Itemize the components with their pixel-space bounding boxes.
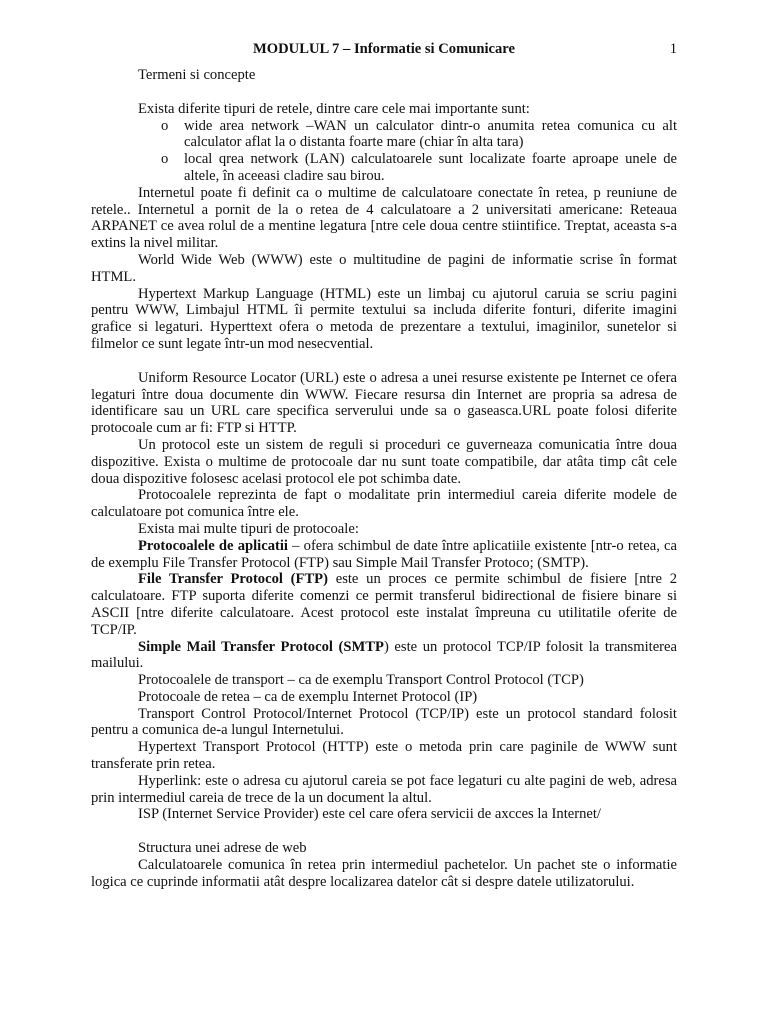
text-app-protocols: – ofera schimbul de date între aplicatiile existente [ntr-o retea, ca de exemplu File Transfer Protocol (FTP) sau Simple Mail Transfer Protoco; (SMTP). <box>91 537 677 571</box>
paragraph-smtp <box>91 639 677 673</box>
paragraph-isp: ISP (Internet Service Provider) este cel care ofera servicii de axcces la Internet/ <box>138 806 601 823</box>
paragraph-transport: Protocoalele de transport – ca de exemplu Transport Control Protocol (TCP) <box>138 672 584 689</box>
section-heading-structura: Structura unei adrese de web <box>138 840 307 857</box>
paragraph-url: Uniform Resource Locator (URL) este o adresa a unei resurse existente pe Internet ce ofera legaturi între doua documente din WWW. Fiecare resursa din Internet are propria sa adresa de identificare sau un URL care specifica serverului unde sa o gaseasca.URL poate folosi diferite protocoale cum ar fi: FTP si HTTP. <box>91 369 677 437</box>
intro-paragraph: Exista diferite tipuri de retele, dintre care cele mai importante sunt: <box>138 100 530 117</box>
page-number: 1 <box>669 41 677 57</box>
paragraph-http: Hypertext Transport Protocol (HTTP) este o metoda prin care paginile de WWW sunt transferate prin retea. <box>91 739 677 773</box>
paragraph-app-protocols <box>91 538 677 572</box>
network-types-list <box>91 118 677 185</box>
paragraph-protocoalele: Protocoalele reprezinta de fapt o modalitate prin intermediul careia diferite modele de calculatoare pot comunica între ele. <box>91 487 677 521</box>
list-item-wan: o wide area network –WAN un calculator dintr-o anumita retea comunica cu alt calculator aflat la o distanta foarte mare (chiar în alta tara) <box>184 118 677 152</box>
term-ftp: File Transfer Protocol (FTP) <box>138 571 328 588</box>
term-smtp: Simple Mail Transfer Protocol (SMTP <box>138 638 384 655</box>
paragraph-www: World Wide Web (WWW) este o multitudine de pagini de informatie scrise în format HTML. <box>91 251 677 285</box>
paragraph-protocol: Un protocol este un sistem de reguli si proceduri ce guverneaza comunicatia între doua dispozitive. Exista o multime de protocoale dar nu sunt toate compatibile, dar atâta timp cât cele doua dispozitive folosesc acelasi protocol ele pot schimba date. <box>91 436 677 487</box>
paragraph-pachet: Calculatoarele comunica în retea prin intermediul pachetelor. Un pachet ste o informatie logica ce cuprinde informatii atât despre localizarea datelor cât si despre datele utilizatorului. <box>91 857 677 890</box>
paragraph-tipuri: Exista mai multe tipuri de protocoale: <box>138 520 359 537</box>
page-title: MODULUL 7 – Informatie si Comunicare <box>253 41 515 57</box>
term-app-protocols: Protocoalele de aplicatii <box>138 537 288 554</box>
paragraph-ftp <box>91 571 677 638</box>
paragraph-html: Hypertext Markup Language (HTML) este un limbaj cu ajutorul caruia se scriu pagini pentru WWW, Limbajul HTML îi permite textului sa includa diferite fonturi, diferite imagini grafice si legaturi. Hyperttext ofera o metoda de prezentare a textului, imaginilor, sunetelor si filmelor ce sunt legate într-un mod nesecvential. <box>91 285 677 352</box>
paragraph-retea: Protocoale de retea – ca de exemplu Internet Protocol (IP) <box>138 688 478 705</box>
list-item-lan: o local qrea network (LAN) calculatoarele sunt localizate foarte aproape unele de altele, în aceeasi cladire sau birou. <box>184 151 677 185</box>
text-ftp: este un proces ce permite schimbul de fisiere [ntre 2 calculatoare. FTP suporta diferite comenzi ce permit transferul bidirectional de fisiere binare si ASCII [ntre diferite calculatoare. Acest protocol este instalat împreuna cu utilitatile oferite de TCP/IP. <box>91 571 677 638</box>
paragraph-internet: Internetul poate fi definit ca o multime de calculatoare conectate în retea, p reuniune de retele.. Internetul a pornit de la o retea de 4 calculatoare a 2 universitati americane: Reteaua ARPANET ce avea rolul de a mentine legatura [ntre cele doua centre stiintifice. Treptat, aceasta s-a extins la nivel militar. <box>91 184 677 252</box>
document-body <box>91 67 677 891</box>
paragraph-hyperlink: Hyperlink: este o adresa cu ajutorul careia se pot face legaturi cu alte pagini de web, adresa prin intermediul careia de trece de la un document la altul. <box>91 772 677 806</box>
section-heading-termeni: Termeni si concepte <box>138 67 256 83</box>
text-smtp: ) este un protocol TCP/IP folosit la transmiterea mailului. <box>91 638 677 672</box>
page-header <box>0 41 768 59</box>
paragraph-tcpip: Transport Control Protocol/Internet Protocol (TCP/IP) este un protocol standard folosit pentru a comunica de-a lungul Internetului. <box>91 705 677 739</box>
